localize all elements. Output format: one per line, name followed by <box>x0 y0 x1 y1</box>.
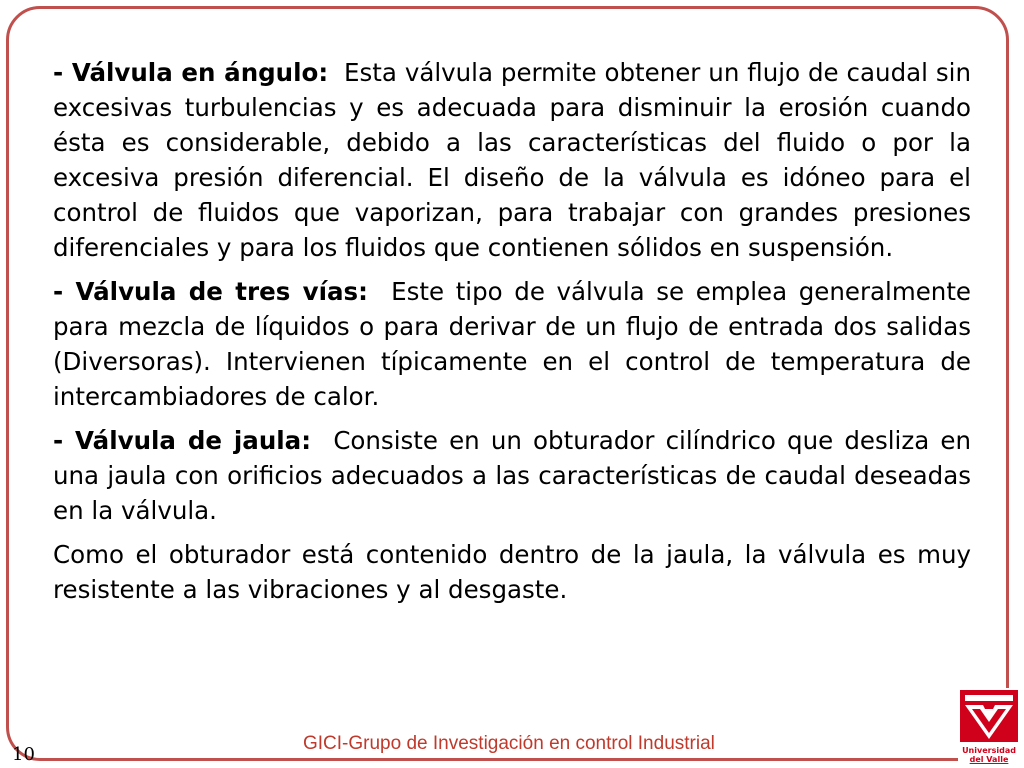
page-number: 10 <box>12 744 35 765</box>
university-logo <box>958 688 1020 766</box>
paragraph-heading: - Válvula de tres vías: <box>53 277 368 306</box>
paragraph-heading: - Válvula en ángulo: <box>53 58 329 87</box>
paragraph-text: Esta válvula permite obtener un flujo de caudal sin excesivas turbulencias y es adecuada para disminuir la erosión cuando ésta es considerable, debido a las características del fluido o por la excesiva presión diferencial. El diseño de la válvula es idóneo para el control de fluidos que vaporizan, para trabajar con grandes presiones diferenciales y para los fluidos que contienen sólidos en suspensión. <box>53 58 971 262</box>
slide-content <box>53 55 971 616</box>
logo-label-universidad: Universidad <box>962 746 1016 755</box>
paragraph-text: Este tipo de válvula se emplea generalmente para mezcla de líquidos o para derivar de un flujo de entrada dos salidas (Diversoras). Intervienen típicamente en el control de temperatura de intercambiadores de calor. <box>53 277 971 411</box>
paragraph-valvula-jaula <box>53 423 971 528</box>
paragraph-text: Como el obturador está contenido dentro de la jaula, la válvula es muy resistente a las vibraciones y al desgaste. <box>53 540 971 604</box>
paragraph-valvula-angulo <box>53 55 971 265</box>
paragraph-text: Consiste en un obturador cilíndrico que desliza en una jaula con orificios adecuados a las características de caudal deseadas en la válvula. <box>53 426 971 525</box>
university-logo-icon <box>958 688 1020 744</box>
paragraph-obturador <box>53 537 971 607</box>
paragraph-heading: - Válvula de jaula: <box>53 426 311 455</box>
footer-text: GICI-Grupo de Investigación en control Industrial <box>303 733 715 754</box>
paragraph-valvula-tres-vias <box>53 274 971 414</box>
logo-label-del-valle: del Valle <box>969 755 1009 764</box>
